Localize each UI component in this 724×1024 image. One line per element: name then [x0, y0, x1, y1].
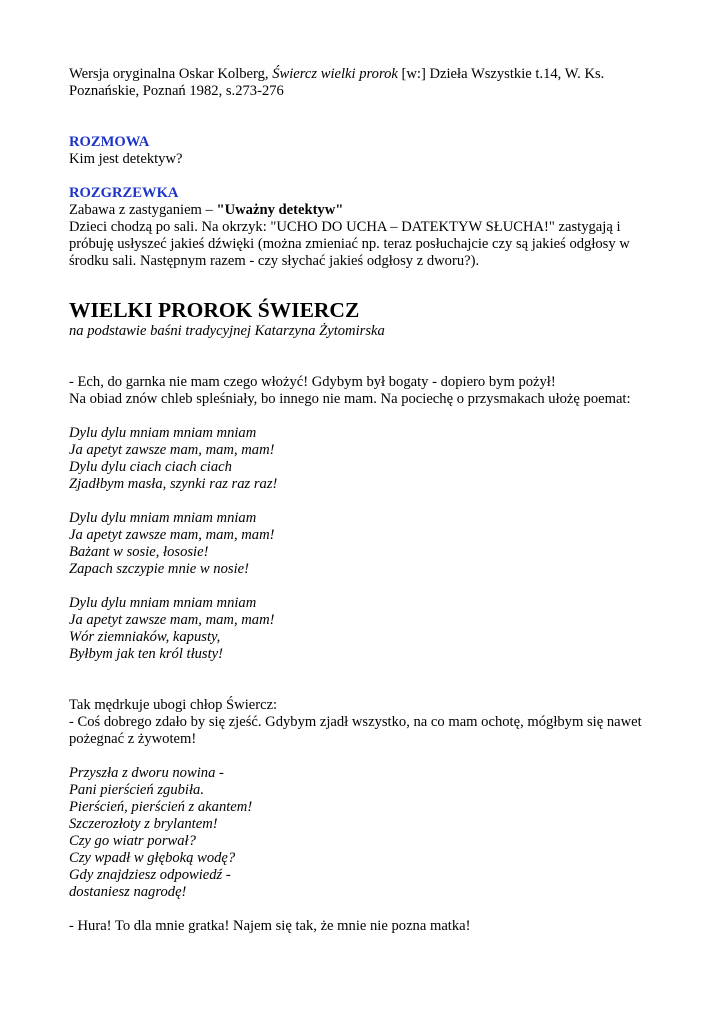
poem-line: Ja apetyt zawsze mam, mam, mam!	[69, 442, 275, 458]
section-rozgrzewka	[69, 185, 669, 270]
story-title: WIELKI PROROK ŚWIERCZ	[69, 298, 360, 322]
rozgrzewka-line-2: Dzieci chodzą po sali. Na okrzyk: "UCHO DO UCHA – DATEKTYW SŁUCHA!" zastygają i	[69, 219, 621, 235]
poem-line: Czy go wiatr porwał?	[69, 833, 196, 849]
poem-line: Ja apetyt zawsze mam, mam, mam!	[69, 612, 275, 628]
rozgrzewka-game-name: "Uważny detektyw"	[216, 202, 344, 218]
rozmowa-heading: ROZMOWA	[69, 134, 150, 150]
poem-line: Wór ziemniaków, kapusty,	[69, 629, 221, 645]
poem-line: dostaniesz nagrodę!	[69, 884, 187, 900]
source-title: Świercz wielki prorok	[272, 66, 398, 82]
poem-line: Czy wpadł w głęboką wodę?	[69, 850, 236, 866]
document-page	[69, 66, 669, 935]
poem-line: Dylu dylu mniam mniam mniam	[69, 510, 257, 526]
story-mid-2: - Coś dobrego zdało by się zjeść. Gdybym zjadł wszystko, na co mam ochotę, mógłbym się nawet	[69, 714, 642, 730]
poem-stanza-2	[69, 510, 669, 578]
poem-line: Ja apetyt zawsze mam, mam, mam!	[69, 527, 275, 543]
rozgrzewka-line-1-prefix: Zabawa z zastyganiem –	[69, 202, 217, 218]
poem-line: Dylu dylu mniam mniam mniam	[69, 595, 257, 611]
source-citation	[69, 66, 669, 100]
rozmowa-text: Kim jest detektyw?	[69, 151, 183, 167]
section-rozmowa	[69, 134, 669, 168]
poem-stanza-4	[69, 765, 669, 901]
poem-line: Dylu dylu mniam mniam mniam	[69, 425, 257, 441]
story-intro-1: - Ech, do garnka nie mam czego włożyć! Gdybym był bogaty - dopiero bym pożył!	[69, 374, 556, 390]
poem-line: Pierścień, pierścień z akantem!	[69, 799, 253, 815]
poem-line: Gdy znajdziesz odpowiedź -	[69, 867, 231, 883]
poem-line: Dylu dylu ciach ciach ciach	[69, 459, 232, 475]
story-mid-1: Tak mędrkuje ubogi chłop Świercz:	[69, 697, 278, 713]
source-line-1	[69, 66, 669, 83]
poem-stanza-3	[69, 595, 669, 663]
source-line-2: Poznańskie, Poznań 1982, s.273-276	[69, 83, 284, 99]
story-subtitle: na podstawie baśni tradycyjnej Katarzyna Żytomirska	[69, 323, 385, 339]
story-mid-3: pożegnać z żywotem!	[69, 731, 197, 747]
poem-line: Przyszła z dworu nowina -	[69, 765, 224, 781]
poem-line: Zjadłbym masła, szynki raz raz raz!	[69, 476, 278, 492]
source-prefix: Wersja oryginalna Oskar Kolberg,	[69, 66, 273, 82]
story-end-1: - Hura! To dla mnie gratka! Najem się tak, że mnie nie pozna matka!	[69, 918, 471, 934]
poem-line: Zapach szczypie mnie w nosie!	[69, 561, 249, 577]
rozgrzewka-line-4: środku sali. Następnym razem - czy słychać jakieś odgłosy z dworu?).	[69, 253, 480, 269]
source-suffix: [w:] Dzieła Wszystkie t.14, W. Ks.	[397, 66, 605, 82]
poem-line: Bażant w sosie, łososie!	[69, 544, 209, 560]
story-intro-2: Na obiad znów chleb spleśniały, bo innego nie mam. Na pociechę o przysmakach ułożę poemat:	[69, 391, 631, 407]
poem-line: Pani pierścień zgubiła.	[69, 782, 204, 798]
poem-stanza-1	[69, 425, 669, 493]
rozgrzewka-heading: ROZGRZEWKA	[69, 185, 179, 201]
rozgrzewka-line-1	[69, 202, 669, 219]
rozgrzewka-line-3: próbuję usłyszeć jakieś dźwięki (można zmieniać np. teraz posłuchajcie czy są jakieś odgłosy w	[69, 236, 630, 252]
poem-line: Szczerozłoty z brylantem!	[69, 816, 218, 832]
poem-line: Byłbym jak ten król tłusty!	[69, 646, 223, 662]
